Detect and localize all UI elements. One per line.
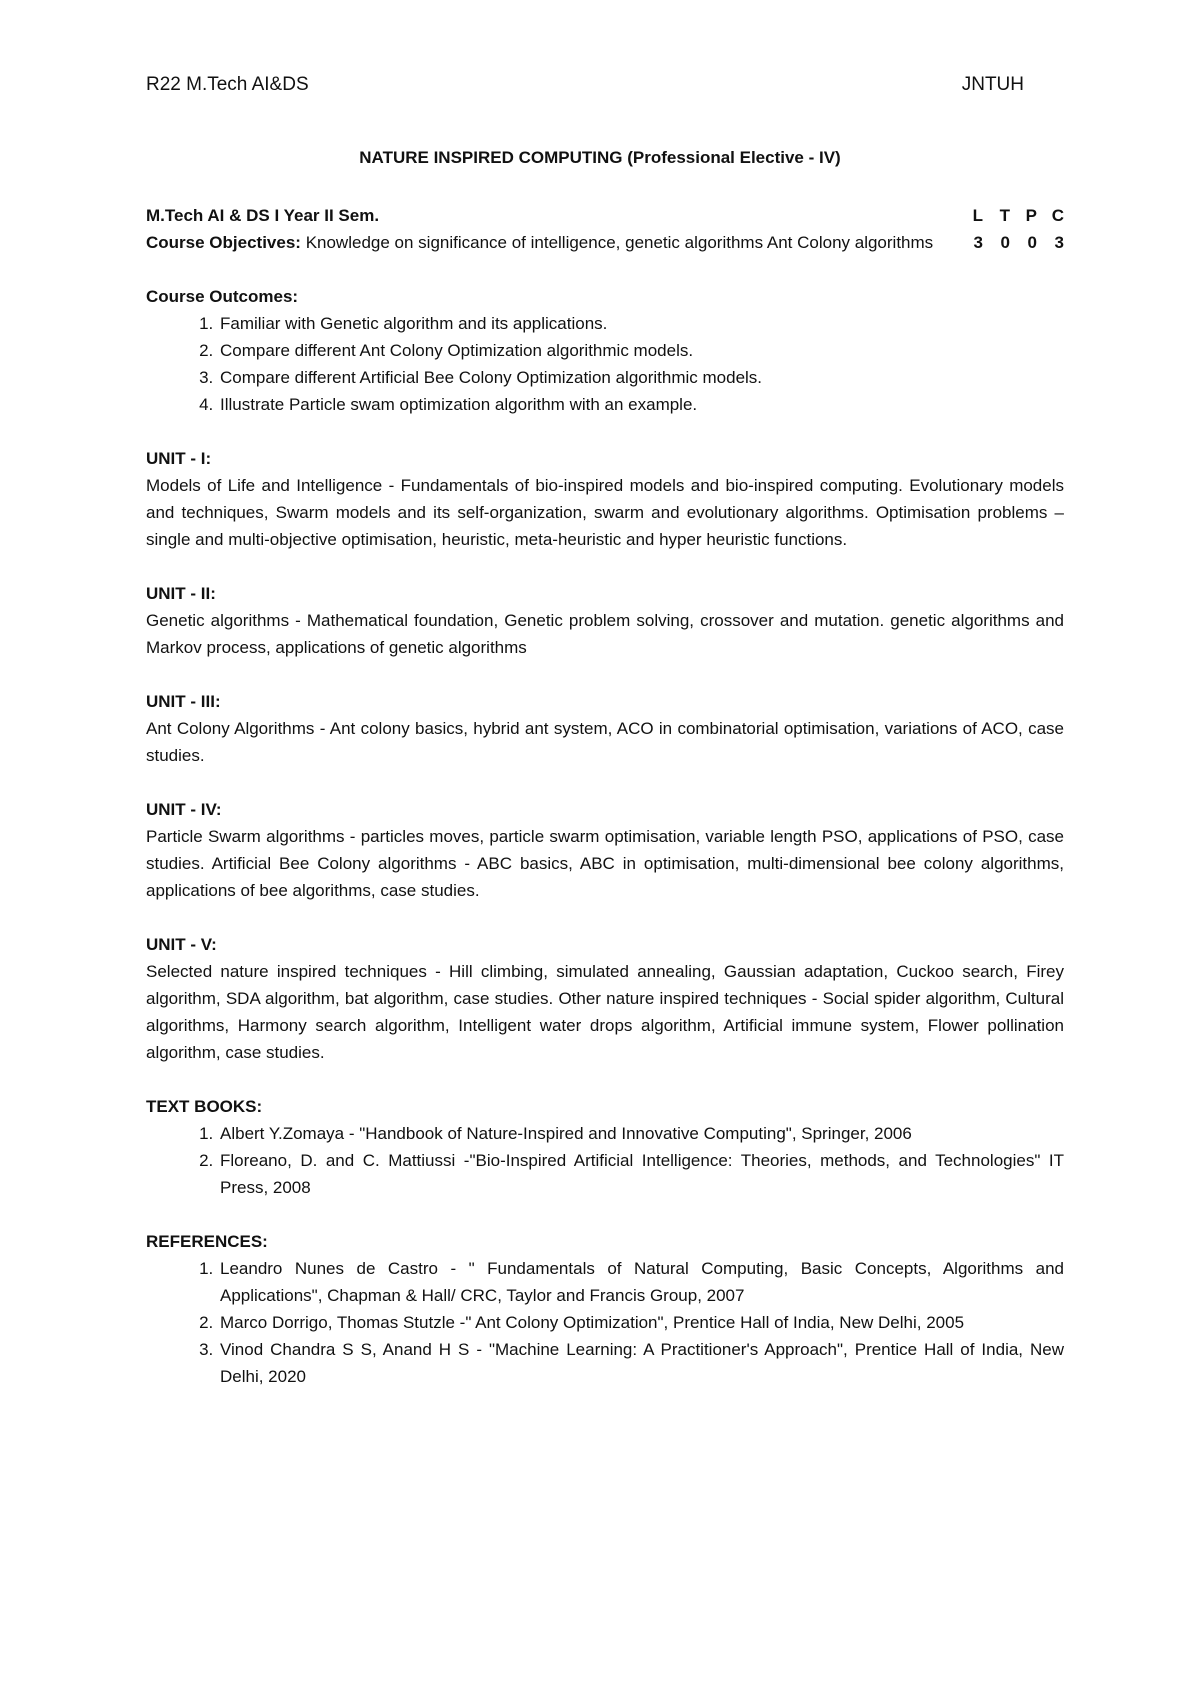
list-item: 2. Floreano, D. and C. Mattiussi -"Bio-Inspired Artificial Intelligence: Theories, methods, and Technologies" IT Press, 2008 <box>218 1147 1064 1201</box>
semester-row <box>146 202 1064 256</box>
references-list <box>146 1255 1064 1390</box>
unit-1-text: Models of Life and Intelligence - Fundamentals of bio-inspired models and bio-inspired computing. Evolutionary models and techniques, Swarm models and its self-organization, swarm and evolutionary algorithms. Optimisation problems – single and multi-objective optimisation, heuristic, meta-heuristic and hyper heuristic functions. <box>146 476 1064 549</box>
list-item: 2. Marco Dorrigo, Thomas Stutzle -" Ant Colony Optimization", Prentice Hall of India, New Delhi, 2005 <box>218 1309 1064 1336</box>
ltpc-head-l: L <box>972 206 983 225</box>
list-item: 2. Compare different Ant Colony Optimization algorithmic models. <box>218 337 1064 364</box>
ltpc-table <box>956 202 1064 256</box>
unit-4-heading: UNIT - IV: <box>146 800 222 819</box>
ltpc-head-c: C <box>1051 206 1064 225</box>
header-university: JNTUH <box>961 74 1024 95</box>
textbooks-list <box>146 1120 1064 1201</box>
unit-2-heading: UNIT - II: <box>146 584 216 603</box>
list-item: 1. Albert Y.Zomaya - "Handbook of Nature-Inspired and Innovative Computing", Springer, 2006 <box>218 1120 1064 1147</box>
unit-2-text: Genetic algorithms - Mathematical foundation, Genetic problem solving, crossover and mutation. genetic algorithms and Markov process, applications of genetic algorithms <box>146 611 1064 657</box>
unit-5-text: Selected nature inspired techniques - Hill climbing, simulated annealing, Gaussian adaptation, Cuckoo search, Firey algorithm, SDA algorithm, bat algorithm, case studies. Other nature inspired techniques - Social spider algorithm, Cultural algorithms, Harmony search algorithm, Intelligent water drops algorithm, Artificial immune system, Flower pollination algorithm, case studies. <box>146 962 1064 1062</box>
document-body <box>146 202 1064 1390</box>
unit-3-text: Ant Colony Algorithms - Ant colony basics, hybrid ant system, ACO in combinatorial optimisation, variations of ACO, case studies. <box>146 719 1064 765</box>
list-item: 1. Familiar with Genetic algorithm and its applications. <box>218 310 1064 337</box>
objectives-text: Knowledge on significance of intelligence, genetic algorithms Ant Colony algorithms <box>305 233 934 252</box>
list-item: 4. Illustrate Particle swam optimization algorithm with an example. <box>218 391 1064 418</box>
ltpc-head-row <box>956 202 1064 229</box>
ltpc-value-p: 0 <box>1027 233 1037 252</box>
unit-5-heading: UNIT - V: <box>146 935 217 954</box>
references-heading: REFERENCES: <box>146 1232 268 1251</box>
outcomes-list <box>146 310 1064 418</box>
unit-3-heading: UNIT - III: <box>146 692 221 711</box>
unit-4-text: Particle Swarm algorithms - particles moves, particle swarm optimisation, variable length PSO, applications of PSO, case studies. Artificial Bee Colony algorithms - ABC basics, ABC in optimisation, multi-dimensional bee colony algorithms, applications of bee algorithms, case studies. <box>146 827 1064 900</box>
ltpc-value-c: 3 <box>1054 233 1064 252</box>
ltpc-value-row <box>956 229 1064 256</box>
objectives-label: Course Objectives: <box>146 233 301 252</box>
header-program: R22 M.Tech AI&DS <box>146 74 309 95</box>
ltpc-head-t: T <box>999 206 1010 225</box>
outcomes-heading: Course Outcomes: <box>146 287 299 306</box>
course-title: NATURE INSPIRED COMPUTING (Professional Elective - IV) <box>359 148 841 167</box>
list-item: 1. Leandro Nunes de Castro - " Fundamentals of Natural Computing, Basic Concepts, Algorithms and Applications", Chapman & Hall/ CRC, Taylor and Francis Group, 2007 <box>218 1255 1064 1309</box>
semester-label: M.Tech AI & DS I Year II Sem. <box>146 206 380 225</box>
textbooks-heading: TEXT BOOKS: <box>146 1097 263 1116</box>
ltpc-value-l: 3 <box>973 233 983 252</box>
list-item: 3. Vinod Chandra S S, Anand H S - "Machine Learning: A Practitioner's Approach", Prentice Hall of India, New Delhi, 2020 <box>218 1336 1064 1390</box>
ltpc-head-p: P <box>1025 206 1037 225</box>
ltpc-value-t: 0 <box>1000 233 1010 252</box>
unit-1-heading: UNIT - I: <box>146 449 212 468</box>
list-item: 3. Compare different Artificial Bee Colony Optimization algorithmic models. <box>218 364 1064 391</box>
